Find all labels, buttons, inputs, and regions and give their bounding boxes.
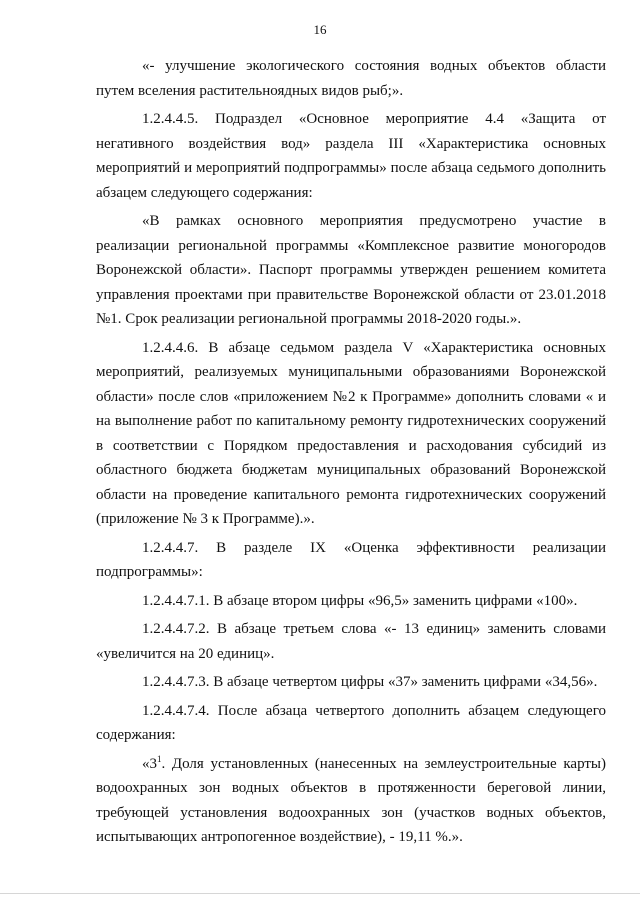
paragraph-text: 1.2.4.4.7. В разделе IX «Оценка эффективности реализации подпрограммы»: bbox=[96, 539, 606, 580]
paragraph-text: 1.2.4.4.7.1. В абзаце втором цифры «96,5» заменить цифрами «100». bbox=[142, 592, 578, 609]
paragraph-text: «- улучшение экологического состояния водных объектов области путем вселения растительноядных видов рыб;». bbox=[96, 58, 606, 99]
paragraph-text: 1.2.4.4.5. Подраздел «Основное мероприятие 4.4 «Защита от негативного воздействия вод» раздела III «Характеристика основных мероприятий и мероприятий подпрограммы» после абзаца седьмого дополнить абзацем следующего содержания: bbox=[96, 111, 606, 201]
paragraph-text: 1.2.4.4.7.3. В абзаце четвертом цифры «37» заменить цифрами «34,56». bbox=[142, 674, 598, 690]
paragraph-text: «В рамках основного мероприятия предусмотрено участие в реализации региональной программы «Комплексное развитие моногородов Воронежской области». Паспорт программы утвержден решением комитета управления проектами при правительстве Воронежской области от 23.01.2018 №1. Срок реализации региональной программы 2018-2020 годы.». bbox=[96, 213, 606, 327]
paragraph-text: 1.2.4.4.7.4. После абзаца четвертого дополнить абзацем следующего содержания: bbox=[96, 702, 606, 743]
paragraph-body: . Доля установленных (нанесенных на землеустроительные карты) водоохранных зон водных объектов в протяженности береговой линии, требующей установления водоохранных зон (участков водных объектов, испытывающих антропогенное воздействие), - 19,11 %.». bbox=[96, 755, 606, 845]
document-body bbox=[96, 54, 606, 850]
page-number: 16 bbox=[313, 22, 327, 37]
paragraph-text: 1.2.4.4.7.2. В абзаце третьем слова «- 13 единиц» заменить словами «увеличится на 20 единиц». bbox=[96, 621, 606, 662]
superscript-mark: 1 bbox=[157, 753, 162, 764]
paragraph-text: 1.2.4.4.6. В абзаце седьмом раздела V «Характеристика основных мероприятий, реализуемых муниципальными образованиями Воронежской области» после слов «приложением №2 к Программе» дополнить словами « и на выполнение работ по капитальному ремонту гидротехнических сооружений в соответствии с Порядком предоставления и расходования субсидий из областного бюджета бюджетам муниципальных образований Воронежской области на проведение капитального ремонта гидротехнических сооружений (приложение № 3 к Программе).». bbox=[96, 339, 606, 527]
paragraph-prefix: «3 bbox=[142, 755, 157, 772]
page-bottom-edge bbox=[0, 893, 640, 894]
paragraph-text bbox=[96, 752, 606, 850]
